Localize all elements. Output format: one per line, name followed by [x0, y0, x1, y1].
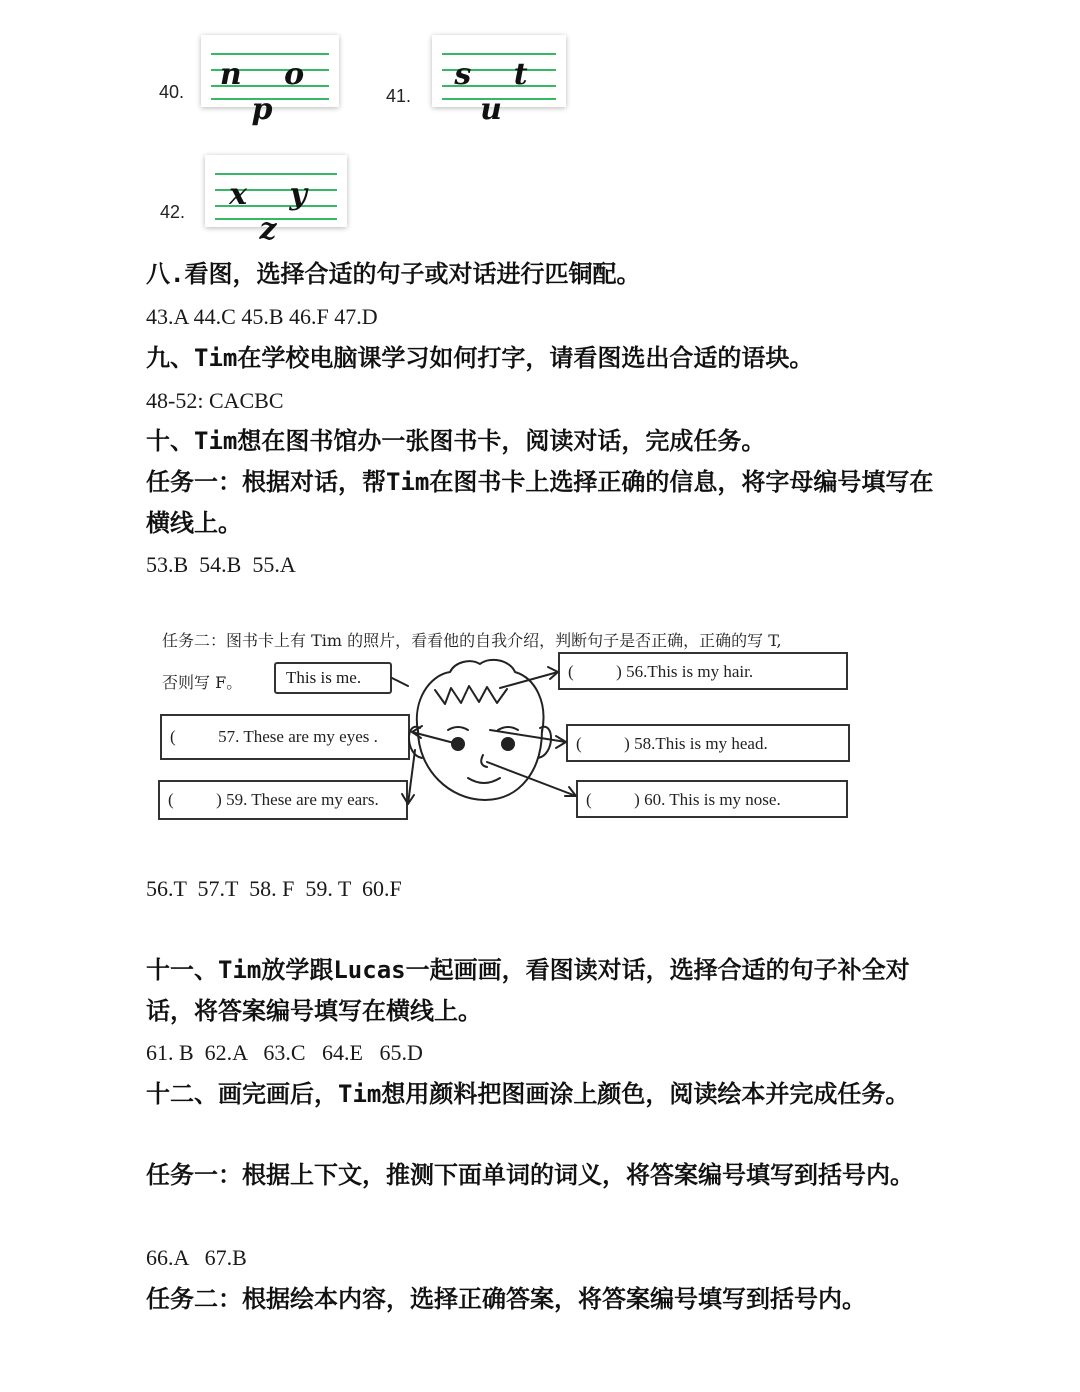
section-12-answers-1: 66.A 67.B: [146, 1245, 247, 1270]
section-8-heading: 八.看图，选择合适的句子或对话进行匹铜配。: [146, 260, 641, 288]
statement-56: ( ) 56.This is my hair.: [558, 652, 848, 690]
section-9-heading: 九、Tim在学校电脑课学习如何打字，请看图选出合适的语块。: [146, 344, 814, 372]
section-8-answers: 43.A 44.C 45.B 46.F 47.D: [146, 304, 378, 329]
section-12-task-1: 任务一：根据上下文，推测下面单词的词义，将答案编号填写到括号内。: [146, 1161, 914, 1189]
speech-bubble: This is me.: [274, 662, 392, 694]
section-10-task-1: 任务一：根据对话，帮Tim在图书卡上选择正确的信息，将字母编号填写在横线上。: [146, 468, 934, 537]
question-number-40: 40.: [159, 82, 185, 102]
statement-59: ( ) 59. These are my ears.: [158, 780, 408, 820]
handwriting-card-40: [201, 35, 339, 127]
handwriting-letters-42: x y z: [229, 177, 323, 247]
figure-instruction-line-1: 任务二：图书卡上有 Tim 的照片，看看他的自我介绍，判断句子是否正确，正确的写 T,: [162, 631, 782, 650]
section-10-answers-1: 53.B 54.B 55.A: [146, 552, 296, 577]
handwriting-card-41: [432, 35, 566, 127]
section-10-heading: 十、Tim想在图书馆办一张图书卡，阅读对话，完成任务。: [146, 427, 766, 455]
statement-58: ( ) 58.This is my head.: [566, 724, 850, 762]
statement-57: ( 57. These are my eyes .: [160, 714, 410, 760]
boy-face-drawing: [150, 620, 860, 835]
question-number-42: 42.: [160, 202, 186, 222]
face-figure: [150, 620, 860, 835]
statement-60: ( ) 60. This is my nose.: [576, 780, 848, 818]
section-11-answers: 61. B 62.A 63.C 64.E 65.D: [146, 1040, 423, 1065]
figure-instruction-line-2: 否则写 F。: [162, 673, 243, 692]
handwriting-letters-41: s t u: [454, 57, 544, 127]
handwriting-letters-40: n o p: [219, 57, 321, 127]
section-11-heading: 十一、Tim放学跟Lucas一起画画，看图读对话，选择合适的句子补全对话，将答案编号填写在横线上。: [146, 956, 910, 1025]
section-10-answers-2: 56.T 57.T 58. F 59. T 60.F: [146, 876, 402, 901]
section-12-heading: 十二、画完画后，Tim想用颜料把图画涂上颜色，阅读绘本并完成任务。: [146, 1080, 910, 1108]
section-9-answers: 48-52: CACBC: [146, 388, 284, 413]
handwriting-card-42: [205, 155, 347, 247]
section-12-task-2: 任务二：根据绘本内容，选择正确答案，将答案编号填写到括号内。: [146, 1285, 866, 1313]
question-number-41: 41.: [386, 86, 412, 106]
